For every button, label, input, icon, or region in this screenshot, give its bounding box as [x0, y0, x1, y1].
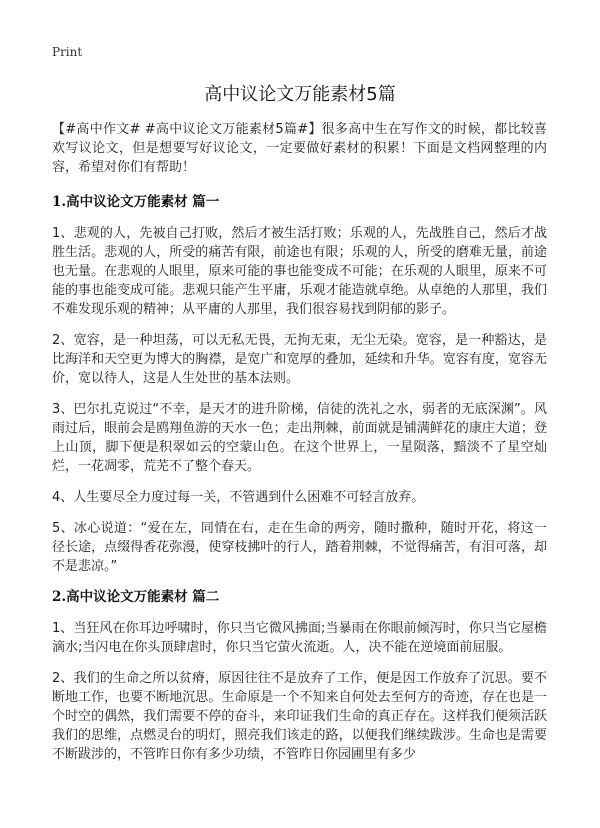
section-paragraph: 3、巴尔扎克说过“不幸，是天才的进升阶梯，信徒的洗礼之水，弱者的无底深渊”。风雨过后，眼前会是鸥翔鱼游的天水一色；走出荆棘，前面就是铺满鲜花的康庄大道；登上山顶，脚下便是积翠如云的空蒙山色。在这个世界上，一星陨落，黯淡不了星空灿烂，一花凋零，荒芜不了整个春天。 — [52, 402, 547, 474]
section-paragraph: 1、悲观的人，先被自己打败，然后才被生活打败；乐观的人，先战胜自己，然后才战胜生活。悲观的人，所受的痛苦有限，前途也有限；乐观的人，所受的磨难无量，前途也无量。在悲观的人眼里，原来可能的事也能变成不可能；在乐观的人眼里，原来不可能的事也能变成可能。悲观只能产生平庸，乐观才能造就卓绝。从卓绝的人那里，我们不难发现乐观的精神；从平庸的人那里，我们很容易找到阴郁的影子。 — [52, 226, 547, 317]
document-body — [52, 120, 547, 776]
section-paragraph: 4、人生要尽全力度过每一关，不管遇到什么困难不可轻言放弃。 — [52, 490, 425, 505]
intro-paragraph: 【#高中作文# #高中议论文万能素材5篇#】很多高中生在写作文的时候，都比较喜欢写议论文，但是想要写好议论文，一定要做好素材的积累！下面是文档网整理的内容，希望对你们有帮助！ — [52, 122, 547, 175]
section-heading: 1.高中议论文万能素材 篇一 — [52, 194, 220, 210]
section-paragraph: 2、我们的生命之所以贫瘠，原因往往不是放弃了工作，便是因工作放弃了沉思。要不断地工作，也要不断地沉思。生命原是一个不知来自何处去至何方的奇迹，存在也是一个时空的偶然，我们需要不停的奋斗，来印证我们生命的真正存在。这样我们便须活跃我们的思维，点燃灵台的明灯，照亮我们该走的路，以便我们继续跋涉。生命也是需要不断跋涉的，不管昨日你有多少功绩，不管昨日你园圃里有多少 — [52, 671, 547, 762]
section-paragraph: 1、当狂风在你耳边呼啸时，你只当它微风拂面;当暴雨在你眼前倾泻时，你只当它屋檐滴水;当闪电在你头顶肆虐时，你只当它萤火流逝。人，决不能在逆境面前屈服。 — [52, 621, 547, 655]
print-link[interactable]: Print — [52, 45, 83, 59]
section-paragraph: 2、宽容，是一种坦荡，可以无私无畏，无拘无束，无尘无染。宽容，是一种豁达，是比海洋和天空更为博大的胸襟，是宽广和宽厚的叠加，延续和升华。宽容有度，宽容无价，宽以待人，这是人生处世的基本法则。 — [52, 333, 547, 386]
section-paragraph: 5、冰心说道：“爱在左，同情在右，走在生命的两旁，随时撒种，随时开花，将这一径长途，点缀得香花弥漫，使穿枝拂叶的行人，踏着荆棘，不觉得痛苦，有泪可落，却不是悲凉。” — [52, 521, 547, 574]
section-heading: 2.高中议论文万能素材 篇二 — [52, 589, 220, 605]
document-title: 高中议论文万能素材5篇 — [204, 84, 396, 105]
